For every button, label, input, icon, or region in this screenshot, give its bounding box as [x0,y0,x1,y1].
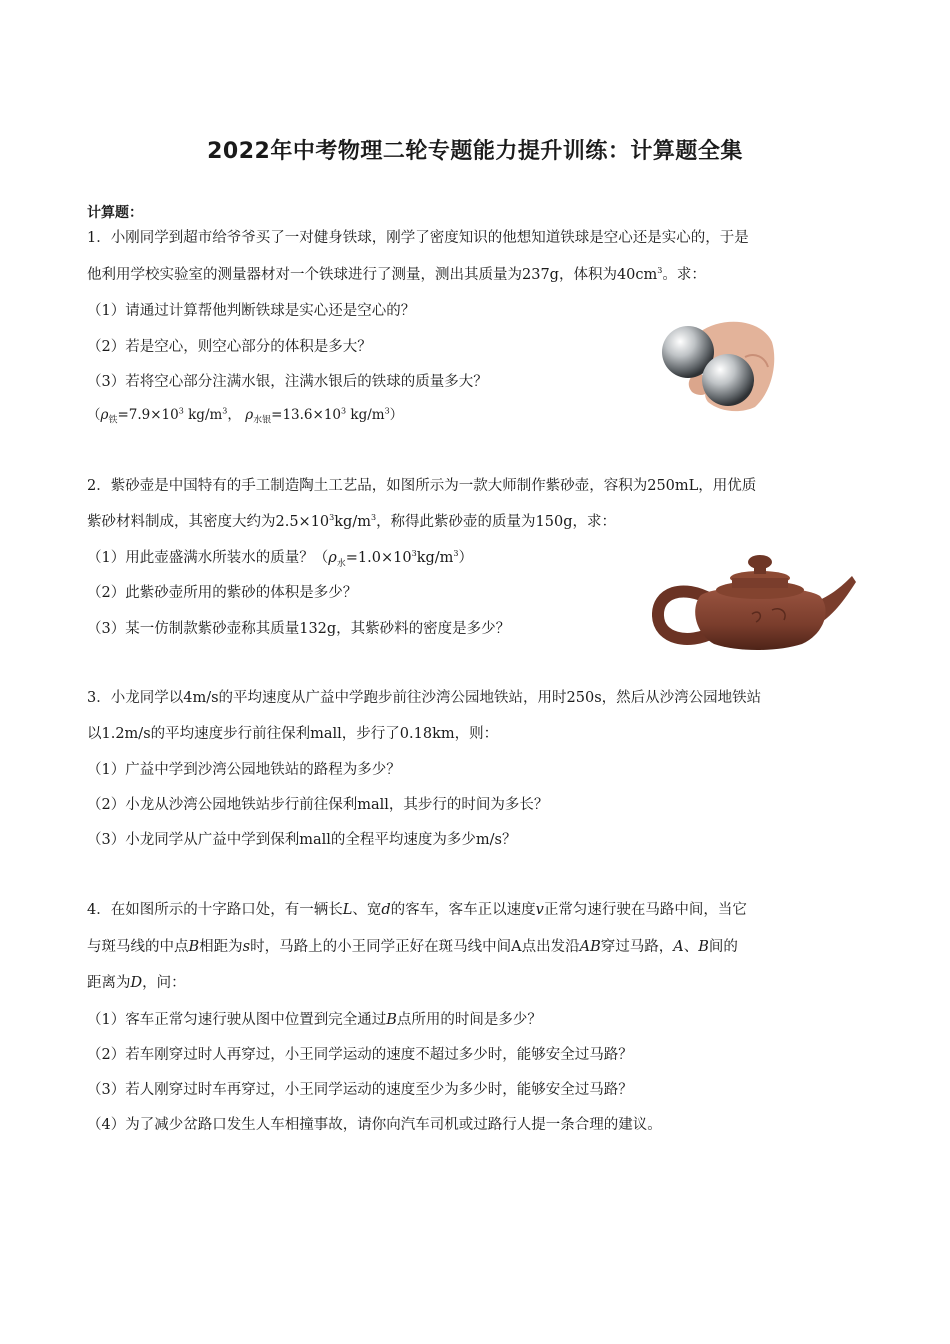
section-heading: 计算题： [87,205,143,221]
q1-sub3: （3）若将空心部分注满水银，注满水银后的铁球的质量多大？ [87,374,488,390]
q4-sub3: （3）若人刚穿过时车再穿过，小王同学运动的速度至少为多少时，能够安全过马路？ [87,1082,633,1098]
q2-sub3: （3）某一仿制款紫砂壶称其质量132g，其紫砂料的密度是多少？ [87,621,511,637]
q4-sub1: （1）客车正常匀速行驶从图中位置到完全通过B点所用的时间是多少？ [87,1012,542,1028]
q3-sub2: （2）小龙从沙湾公园地铁站步行前往保利mall，其步行的时间为多长？ [87,797,549,813]
q4-sub4: （4）为了减少岔路口发生人车相撞事故，请你向汽车司机或过路行人提一条合理的建议。 [87,1117,662,1133]
q4-line1: 4．在如图所示的十字路口处，有一辆长L、宽d的客车，客车正以速度v正常匀速行驶在马路中间，当它 [87,902,747,918]
q1-sub2: （2）若是空心，则空心部分的体积是多大？ [87,339,372,355]
q2-line2: 紫砂材料制成，其密度大约为$2.5\times 10^3kg/m^3$，称得此紫砂壶的质量为150g，求： [87,513,617,530]
q3-sub3: （3）小龙同学从广益中学到保利mall的全程平均速度为多少m/s？ [87,832,517,848]
q2-sub1: （1）用此壶盛满水所装水的质量？$(\rho_水=1.0\times 10^3kg/m^3)$ [87,549,473,569]
q2-sub2: （2）此紫砂壶所用的紫砂的体积是多少？ [87,585,358,601]
q1-sub1: （1）请通过计算帮他判断铁球是实心还是空心的？ [87,303,416,319]
q4-line3: 距离为D，问： [87,975,186,991]
q3-line1: 3．小龙同学以4m/s的平均速度从广益中学跑步前往沙湾公园地铁站，用时250s，然后从沙湾公园地铁站 [87,690,762,706]
q4-line2: 与斑马线的中点B相距为s时，马路上的小王同学正好在斑马线中间A点出发沿AB穿过马路，A、B间的 [87,939,738,955]
teapot-image [652,548,858,652]
q3-line2: 以1.2m/s的平均速度步行前往保利mall，步行了0.18km，则： [87,726,499,742]
q4-sub2: （2）若车刚穿过时人再穿过，小王同学运动的速度不超过多少时，能够安全过马路？ [87,1047,633,1063]
q1-line1: 1．小刚同学到超市给爷爷买了一对健身铁球，刚学了密度知识的他想知道铁球是空心还是实心的，于是 [87,230,749,246]
page-title: 2022年中考物理二轮专题能力提升训练：计算题全集 [207,139,743,164]
q1-given: （$\rho_铁=7.9\times 10^3$ $kg/m^3$， $\rho_{水银}=13.6\times 10^3$ $kg/m^3$） [87,406,404,426]
q2-line1: 2．紫砂壶是中国特有的手工制造陶土工艺品，如图所示为一款大师制作紫砂壶，容积为250mL，用优质 [87,478,757,494]
q3-sub1: （1）广益中学到沙湾公园地铁站的路程为多少？ [87,762,401,778]
iron-balls-image [660,312,776,414]
q1-line2: 他利用学校实验室的测量器材对一个铁球进行了测量，测出其质量为237g，体积为$40cm^3$。求： [87,266,706,283]
